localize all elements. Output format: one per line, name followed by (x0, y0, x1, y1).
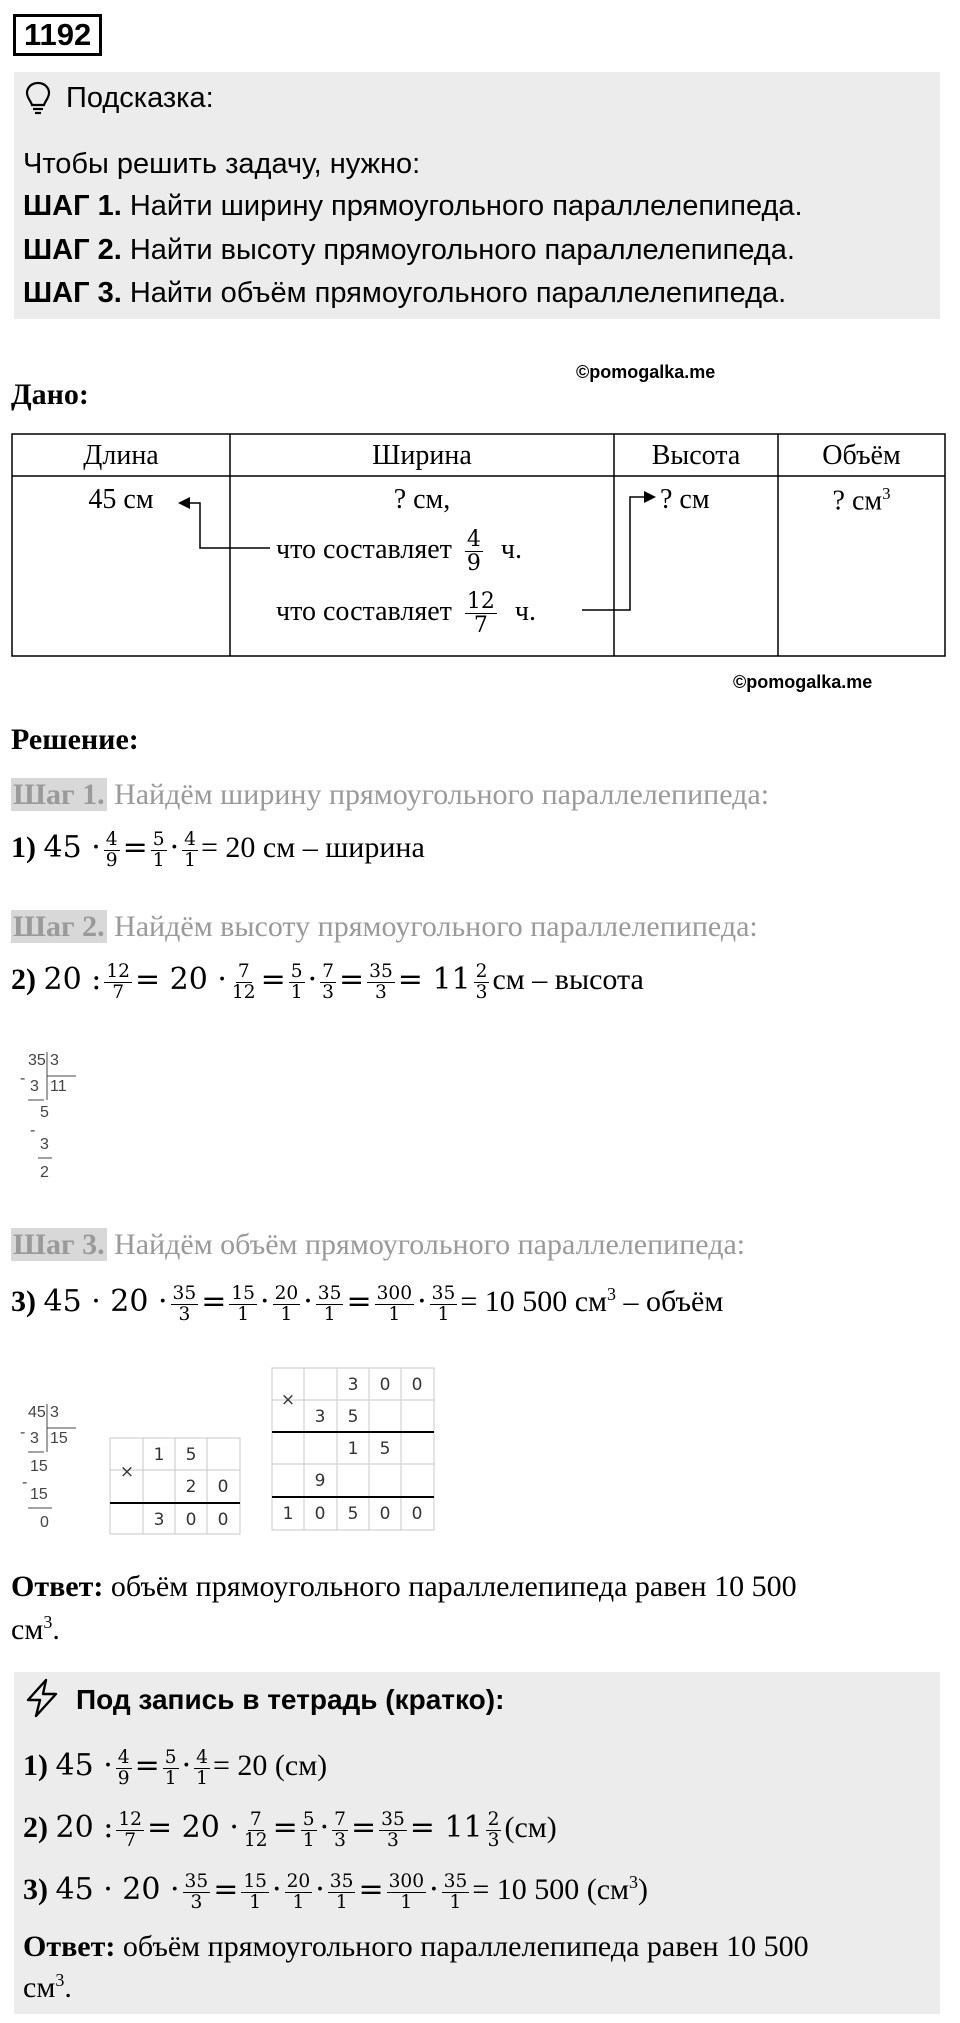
answer-label: Ответ: (11, 1570, 104, 1603)
notes-line-1-result: = 20 (см) (212, 1749, 328, 1782)
notes-title: Под запись в тетрадь (кратко): (76, 1684, 505, 1715)
watermark-bottom: ©pomogalka.me (733, 672, 873, 692)
frac-num: 4 (466, 527, 481, 552)
hint-intro: Чтобы решить задачу, нужно: (23, 148, 421, 180)
hint-step-2-label: ШАГ 2. (23, 234, 122, 266)
header-width: Ширина (372, 440, 472, 471)
part-label-2: ч. (514, 596, 536, 628)
watermark-top: ©pomogalka.me (576, 362, 716, 382)
step2-text: Найдём высоту прямоугольного параллелепипеда: (106, 910, 758, 943)
notes-answer-unit-line (23, 1970, 72, 2005)
notes-answer-unit: см (23, 1971, 56, 2004)
answer-sup: 3 (43, 1612, 53, 1632)
solution-label: Решение: (11, 723, 139, 756)
notes-answer-label: Ответ: (23, 1930, 116, 1963)
step3-text: Найдём объём прямоугольного параллелепипеда: (106, 1228, 746, 1261)
step1-result: = 20 см – ширина (200, 831, 425, 864)
step1-text: Найдём ширину прямоугольного параллелепипеда: (106, 778, 770, 811)
step2-result: см – высота (492, 963, 644, 996)
problem-number: 1192 (13, 14, 102, 56)
hint-step-1-label: ШАГ 1. (23, 190, 122, 222)
hint-step-3-label: ШАГ 3. (23, 277, 122, 309)
answer (11, 1570, 946, 1604)
part-label-1: ч. (500, 534, 522, 566)
header-length: Длина (83, 440, 159, 471)
width-note-2-text: что составляет (276, 596, 452, 628)
frac-den: 7 (473, 613, 488, 639)
answer-text: объём прямоугольного параллелепипеда равен 10 500 (103, 1570, 797, 1603)
step1-formula: 1) 45 · $\frac{4}{9}$ = $\frac{5}{1}$ · $\frac{4}{1}$ = 20 см – ширина (11, 829, 425, 871)
notes-line-2-result: (см) (504, 1811, 557, 1844)
step3-result: = 10 500 см (460, 1285, 608, 1318)
notes-answer-sup: 3 (55, 1970, 65, 1990)
given-label: Дано: (11, 378, 89, 411)
notes-line-3-end: ) (638, 1873, 649, 1906)
width-note-1-text: что составляет (276, 534, 452, 566)
header-height: Высота (651, 440, 741, 471)
step2-label: Шаг 2. (13, 910, 105, 943)
step3-label: Шаг 3. (13, 1228, 105, 1261)
header-volume: Объём (822, 440, 901, 471)
hint-step-1-text: Найти ширину прямоугольного параллелепипеда. (121, 190, 803, 222)
notes-line-3-result: = 10 500 (см (472, 1873, 630, 1906)
frac-den: 9 (466, 551, 481, 577)
hint-step-2-text: Найти высоту прямоугольного параллелепипеда. (121, 234, 795, 266)
hint-step-3-text: Найти объём прямоугольного параллелепипеда. (121, 277, 787, 309)
notes-line-1: 1) 45 · $\frac{4}{9}$ = $\frac{5}{1}$ · $\frac{4}{1}$ = 20 (см) (23, 1747, 328, 1789)
height-value: ? см (660, 484, 710, 515)
notes-line-3: 3) 45 · 20 · $\frac{35}{3}$ = $\frac{15}{1}$ · $\frac{20}{1}$ · $\frac{35}{1}$ = $\frac{300}{1}$ · $\frac{35}{1}$ = 10 500 $(см^3)$ (23, 1871, 649, 1913)
step1-label: Шаг 1. (13, 778, 105, 811)
answer-unit-line (11, 1612, 60, 1647)
notes-answer (23, 1930, 938, 1964)
notes-line-2: 2) 20 : $\frac{12}{7}$ = 20 · $\frac{7}{12}$ = $\frac{5}{1}$ · $\frac{7}{3}$ = $\frac{35}{3}$ = 11 $\frac{2}{3}$ (см) (23, 1809, 557, 1851)
volume-unit: ? см (832, 485, 883, 517)
frac-num: 12 (466, 589, 495, 614)
answer-unit: см (11, 1613, 44, 1646)
length-value: 45 см (88, 484, 154, 515)
step3-formula: 3) 45 · 20 · $\frac{35}{3}$ = $\frac{15}{1}$ · $\frac{20}{1}$ · $\frac{35}{1}$ = $\frac{300}{1}$ · $\frac{35}{1}$ = 10 500 $см^3$ – объём (11, 1283, 724, 1325)
hint-title: Подсказка: (66, 82, 214, 114)
volume-sup: 3 (882, 484, 891, 503)
notes-answer-end: . (64, 1971, 72, 2004)
width-value: ? см, (393, 484, 451, 515)
answer-end: . (52, 1613, 60, 1646)
notes-answer-text: объём прямоугольного параллелепипеда равен 10 500 (115, 1930, 809, 1963)
step2-formula: 2) 20 : $\frac{12}{7}$ = 20 · $\frac{7}{12}$ = $\frac{5}{1}$ · $\frac{7}{3}$ = $\frac{35}{3}$ = 11 $\frac{2}{3}$ см – высота (11, 961, 644, 1003)
lightning-icon (24, 1678, 60, 1718)
step3-tail: – объём (616, 1285, 724, 1318)
